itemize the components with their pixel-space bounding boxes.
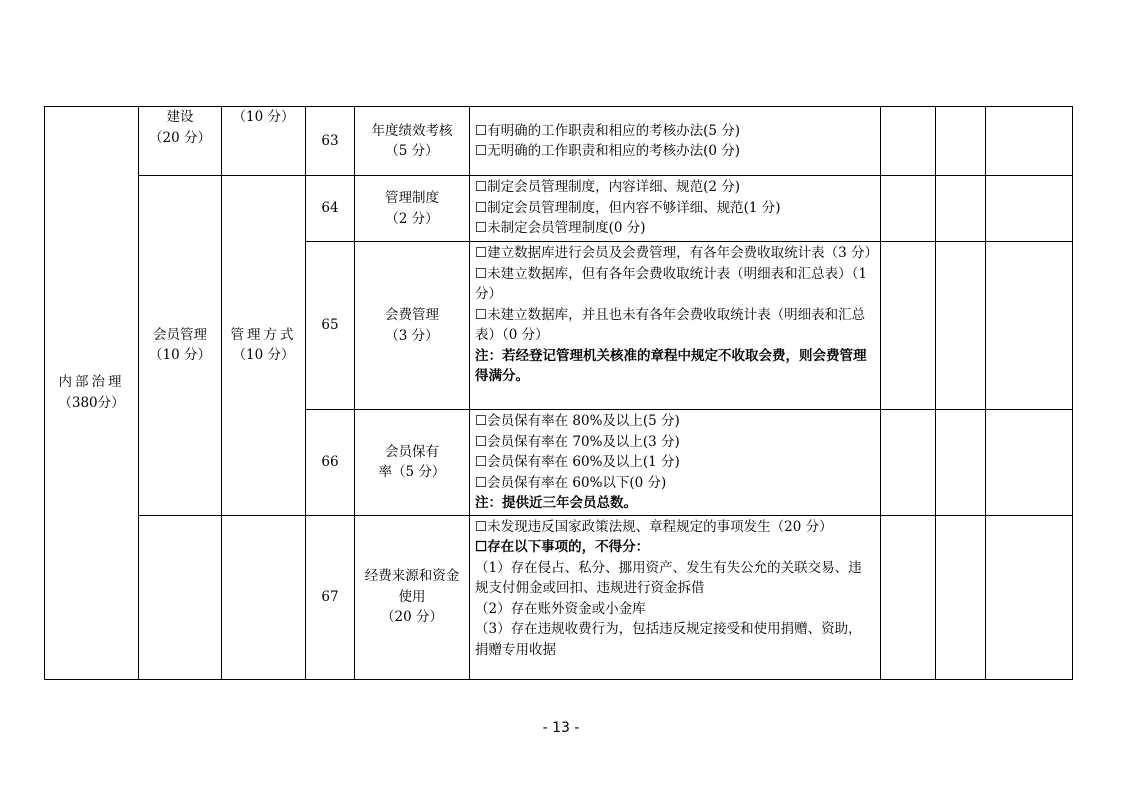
criteria-line: （2）存在账外资金或小金库 <box>475 600 646 617</box>
index-name: 管理制度 <box>385 190 439 206</box>
score-cell-empty <box>986 242 1073 410</box>
index-score: （2 分） <box>385 210 439 227</box>
index-name: 年度绩效考核 <box>371 122 453 139</box>
subcategory-cell <box>139 176 222 516</box>
subcategory-name: 会员管理 <box>153 326 207 343</box>
criteria-cell <box>470 176 881 242</box>
criteria-line: （3）存在违规收费行为，包括违反规定接受和使用捐赠、资助，捐赠专用收据 <box>475 621 862 658</box>
index-cell <box>355 242 470 410</box>
index-cell <box>355 410 470 516</box>
criteria-line: ☐无明确的工作职责和相应的考核办法(0 分) <box>475 143 741 159</box>
index-cell <box>355 176 470 242</box>
index-score: （5 分） <box>385 143 439 159</box>
criteria-cell <box>470 107 881 176</box>
item-score: （10 分） <box>232 109 295 125</box>
item-cell <box>222 107 306 176</box>
number-cell: 63 <box>306 107 355 176</box>
index-cell <box>355 515 470 679</box>
subcategory-score: （20 分） <box>149 129 211 146</box>
scoring-table <box>44 106 1073 680</box>
scoring-table-container <box>44 106 1073 680</box>
index-name: 会员保有 <box>385 443 439 460</box>
criteria-line: ☐未建立数据库，但有各年会费收取统计表（明细表和汇总表）（1 分） <box>475 265 867 302</box>
subcategory-name: 建设 <box>166 109 194 125</box>
table-row <box>45 515 1073 679</box>
number-cell: 67 <box>306 515 355 679</box>
category-name: 内部治理 <box>58 374 125 391</box>
item-cell-empty <box>222 515 306 679</box>
criteria-note: 注：若经登记管理机关核准的章程中规定不收取会费，则会费管理得满分。 <box>475 347 867 384</box>
score-cell-empty <box>986 107 1073 176</box>
page-number: - 13 - <box>542 720 580 736</box>
subcategory-score: （10 分） <box>149 347 211 364</box>
item-cell <box>222 176 306 516</box>
score-cell-empty <box>936 176 986 242</box>
index-name: 会费管理 <box>385 307 439 323</box>
criteria-line: ☐会员保有率在 60%及以上(1 分) <box>475 454 680 470</box>
criteria-line: ☐未制定会员管理制度(0 分) <box>475 220 646 236</box>
category-cell <box>45 107 139 680</box>
criteria-line: ☐制定会员管理制度，内容详细、规范(2 分) <box>475 179 741 195</box>
index-cell <box>355 107 470 176</box>
index-name: 经费来源和资金使用 <box>364 568 460 605</box>
score-cell-empty <box>936 107 986 176</box>
score-cell-empty <box>936 242 986 410</box>
criteria-line: ☐未发现违反国家政策法规、章程规定的事项发生（20 分） <box>475 518 833 535</box>
score-cell-empty <box>881 107 936 176</box>
score-cell-empty <box>936 410 986 516</box>
criteria-cell <box>470 410 881 516</box>
subcategory-cell-empty <box>139 515 222 679</box>
index-score: （3 分） <box>385 327 439 344</box>
number-cell: 64 <box>306 176 355 242</box>
number-cell: 66 <box>306 410 355 516</box>
table-row <box>45 176 1073 242</box>
score-cell-empty <box>881 242 936 410</box>
score-cell-empty <box>986 176 1073 242</box>
item-name: 管理方式 <box>230 326 297 343</box>
criteria-note: 注：提供近三年会员总数。 <box>475 495 637 511</box>
criteria-cell <box>470 515 881 679</box>
criteria-line: ☐有明确的工作职责和相应的考核办法(5 分) <box>475 122 741 139</box>
score-cell-empty <box>986 515 1073 679</box>
table-row <box>45 107 1073 176</box>
criteria-line: ☐会员保有率在 80%及以上(5 分) <box>475 413 680 429</box>
index-score: （20 分） <box>381 609 443 626</box>
criteria-line: ☐制定会员管理制度，但内容不够详细、规范(1 分) <box>475 199 781 216</box>
criteria-line: ☐会员保有率在 60%以下(0 分) <box>475 474 667 491</box>
item-score: （10 分） <box>232 347 295 364</box>
score-cell-empty <box>881 515 936 679</box>
criteria-line: ☐未建立数据库，并且也未有各年会费收取统计表（明细表和汇总表）（0 分） <box>475 306 866 343</box>
score-cell-empty <box>881 176 936 242</box>
score-cell-empty <box>986 410 1073 516</box>
index-score: 率（5 分） <box>378 464 446 481</box>
criteria-line: （1）存在侵占、私分、挪用资产、发生有失公允的关联交易、违规支付佣金或回扣、违规进行资金拆借 <box>475 559 862 596</box>
subcategory-cell <box>139 107 222 176</box>
criteria-line: ☐建立数据库进行会员及会费管理，有各年会费收取统计表（3 分） <box>475 245 878 261</box>
criteria-heading: ☐存在以下事项的，不得分： <box>475 539 650 555</box>
score-cell-empty <box>881 410 936 516</box>
score-cell-empty <box>936 515 986 679</box>
criteria-line: ☐会员保有率在 70%及以上(3 分) <box>475 433 680 450</box>
number-cell: 65 <box>306 242 355 410</box>
criteria-cell <box>470 242 881 410</box>
category-score: （380分） <box>58 394 125 411</box>
